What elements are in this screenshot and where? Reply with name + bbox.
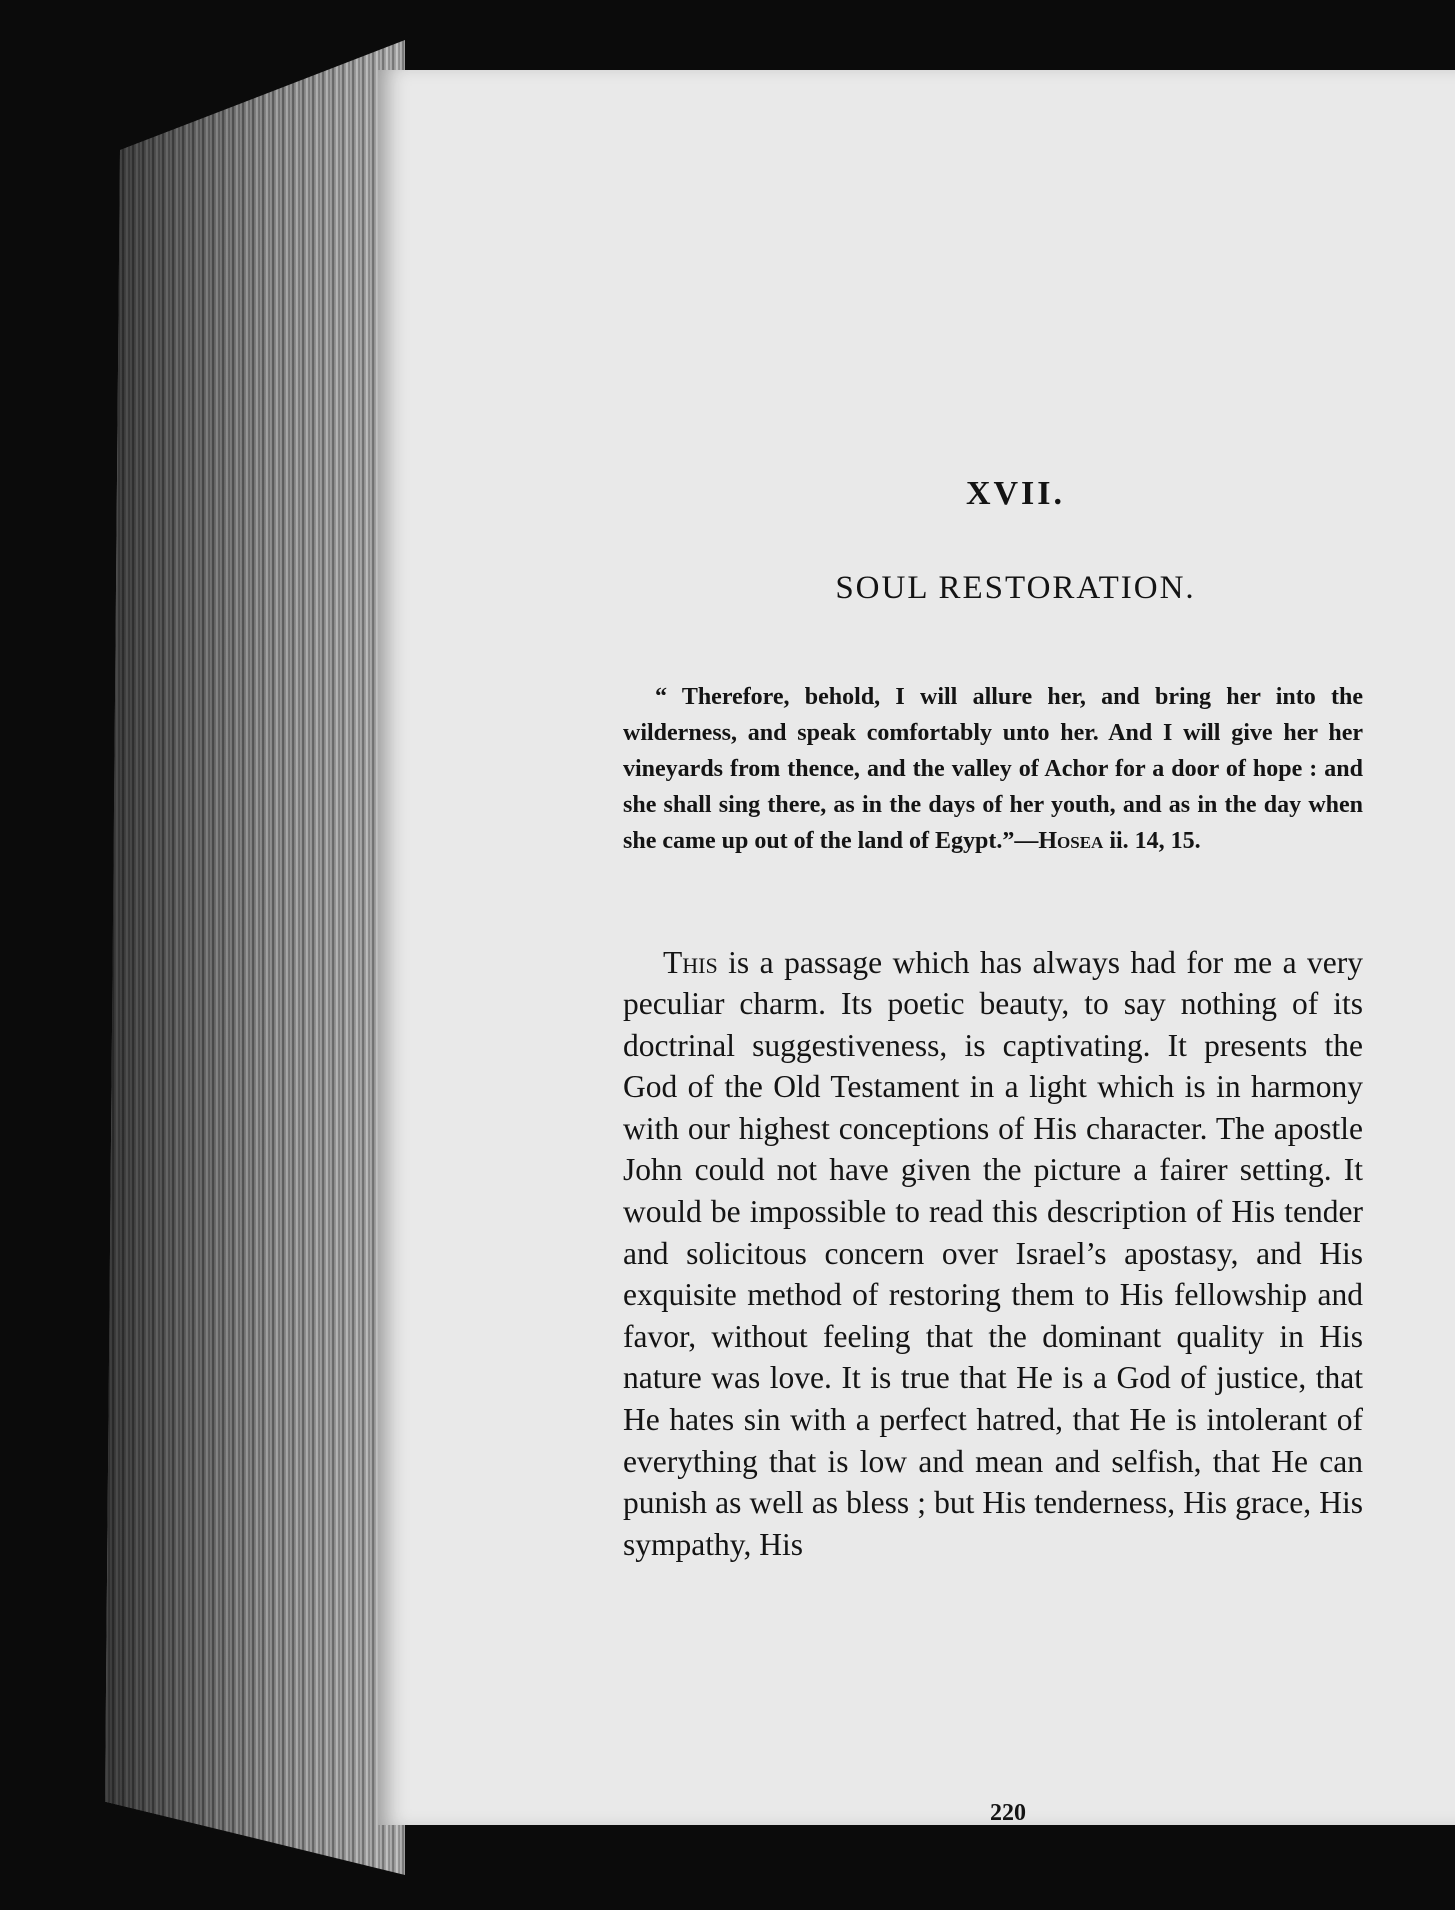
body-paragraph <box>623 942 1363 1566</box>
chapter-title: SOUL RESTORATION. <box>835 570 1196 606</box>
epigraph-citation-verse: ii. 14, 15. <box>1103 828 1201 854</box>
chapter-number: XVII. <box>965 475 1066 512</box>
epigraph <box>623 679 1363 859</box>
book-page <box>378 70 1455 1825</box>
page-number: 220 <box>990 1800 1026 1826</box>
body-text: is a passage which has always had for me a very peculiar charm. Its poetic beauty, to say nothing of its doctrinal suggestiveness, is captivating. It presents the God of the Old Testament in a light which is in harmony with our highest conceptions of His character. The apostle John could not have given the picture a fairer setting. It would be impossible to read this description of His tender and solicitous concern over Israel’s apostasy, and His exquisite method of restoring them to His fellowship and favor, without feeling that the dominant quality in His nature was love. It is true that He is a God of justice, that He hates sin with a perfect hatred, that He is intolerant of everything that is low and mean and selfish, that He can punish as well as bless ; but His tenderness, His grace, His sympathy, His <box>623 944 1363 1562</box>
epigraph-text: “ Therefore, behold, I will allure her, and bring her into the wilderness, and speak comfortably unto her. And I will give her her vineyards from thence, and the valley of Achor for a door of hope : and she shall sing there, as in the days of her youth, and as in the day when she came up out of the land of Egypt.”— <box>623 684 1363 854</box>
epigraph-citation-book: Hosea <box>1038 828 1104 854</box>
book-edge-shadow <box>105 40 405 1875</box>
body-first-word: This <box>663 944 718 980</box>
